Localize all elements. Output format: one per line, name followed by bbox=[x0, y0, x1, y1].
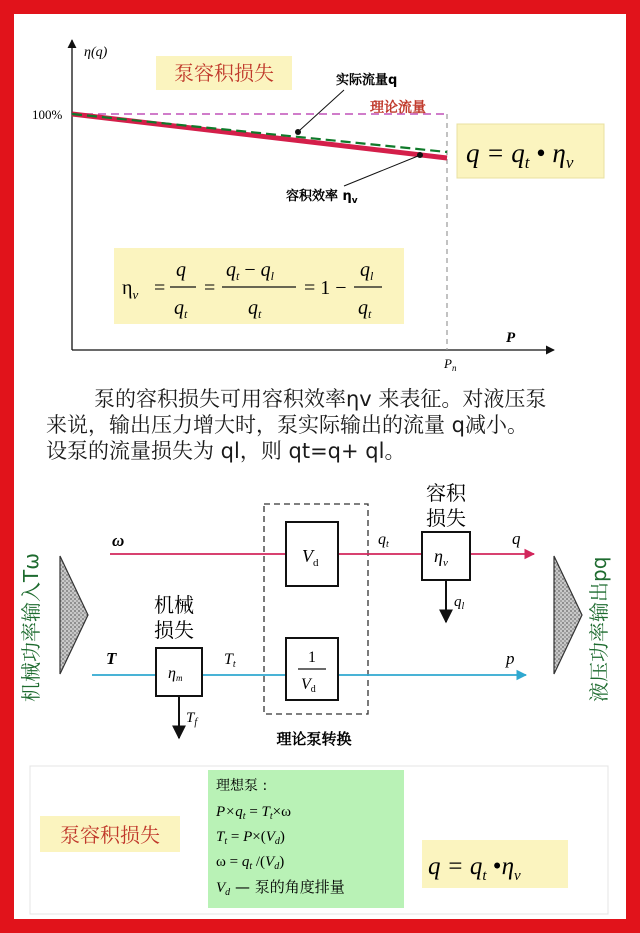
theoretical-pump-caption: 理论泵转换 bbox=[276, 730, 352, 748]
volumetric-eff-leader bbox=[344, 156, 418, 186]
svg-text:qt − ql: $q_t - q_l$ bbox=[226, 259, 274, 283]
volumetric-loss-label-1: 容积 bbox=[426, 481, 466, 505]
actual-flow-line bbox=[72, 114, 447, 158]
inverse-box-numerator: 1 bbox=[308, 649, 316, 666]
ideal-pump-heading: 理想泵 : bbox=[216, 778, 268, 794]
bottom-title: 泵容积损失 bbox=[60, 823, 160, 847]
q-output-label: q bbox=[512, 529, 521, 548]
t-input-label: T bbox=[106, 649, 117, 668]
y-tick-100: 100% bbox=[32, 107, 63, 122]
volumetric-eff-point bbox=[417, 152, 423, 158]
x-axis-label: P bbox=[506, 330, 516, 346]
mechanical-loss-label-2: 损失 bbox=[154, 618, 194, 642]
flow-formula: $q = q_t$ • $\eta_v$ bbox=[466, 138, 574, 172]
explanation-paragraph bbox=[46, 386, 626, 464]
tf-label: $T_f$ bbox=[186, 710, 198, 728]
qt-label: qt bbox=[378, 531, 389, 550]
y-axis-label: η(q) bbox=[84, 45, 108, 60]
svg-text:qt: $q_t$ bbox=[174, 297, 188, 321]
volumetric-eff-label: 容积效率 $\eta_v$ bbox=[286, 189, 358, 206]
svg-text:=: = bbox=[204, 277, 216, 299]
efficiency-chart bbox=[32, 40, 604, 373]
ideal-pump-eq4: $V_d$ — 泵的角度排量 bbox=[216, 878, 345, 898]
actual-flow-leader bbox=[300, 90, 344, 130]
paragraph-line-3: 设泵的流量损失为 ql，则 qt=q+ ql。 bbox=[46, 439, 406, 463]
volumetric-efficiency-box bbox=[422, 532, 470, 580]
ideal-pump-eq3: $\omega = q_t$ $/(V_d)$ bbox=[216, 854, 285, 872]
bottom-panel bbox=[30, 766, 608, 914]
page bbox=[14, 14, 626, 919]
tt-label: Tt bbox=[224, 651, 236, 670]
figure-canvas bbox=[14, 14, 626, 919]
paragraph-line-2: 来说，输出压力增大时，泵实际输出的流量 q减小。 bbox=[46, 413, 529, 437]
bottom-formula: $q = q_t$ $•\eta_v$ bbox=[428, 853, 521, 884]
p-output-label: p bbox=[506, 649, 515, 668]
inverse-box-denominator: Vd bbox=[301, 676, 316, 695]
omega-label: ω bbox=[112, 531, 125, 550]
volumetric-efficiency-box-label: $\eta_v$ bbox=[434, 546, 448, 569]
ideal-pump-eq2: $T_t = P\times(V_d)$ bbox=[216, 829, 285, 847]
mechanical-efficiency-box-label: ηm bbox=[168, 665, 183, 683]
svg-text:= 1 −: = 1 − bbox=[304, 277, 347, 299]
mechanical-loss-label-1: 机械 bbox=[154, 593, 194, 617]
svg-text:q: q bbox=[176, 259, 186, 281]
displacement-box-label: $V_d$ bbox=[302, 546, 319, 569]
ql-label: $q_l$ bbox=[454, 594, 465, 612]
output-power-label: 液压功率输出pq bbox=[587, 556, 611, 702]
theoretical-flow-label: 理论流量 bbox=[370, 100, 426, 116]
svg-text:=: = bbox=[154, 277, 166, 299]
actual-flow-label: 实际流量q bbox=[336, 73, 398, 88]
svg-text:qt: $q_t$ bbox=[248, 297, 262, 321]
actual-flow-point bbox=[295, 129, 301, 135]
ideal-pump-eq1: $P\times q_t = T_t\times\omega$ bbox=[216, 804, 292, 822]
power-flow-diagram bbox=[19, 481, 611, 748]
svg-text:qt: $q_t$ bbox=[358, 297, 372, 321]
svg-text:ηv: $\eta_v$ bbox=[122, 277, 139, 302]
input-power-label: 机械功率输入Tω bbox=[19, 553, 43, 702]
mechanical-efficiency-box bbox=[156, 648, 202, 696]
x-tick-pn: $P_n$ bbox=[444, 356, 457, 373]
input-triangle bbox=[60, 556, 88, 674]
output-triangle bbox=[554, 556, 582, 674]
volumetric-loss-label-2: 损失 bbox=[426, 506, 466, 530]
paragraph-line-1: 泵的容积损失可用容积效率ηv 来表征。对液压泵 bbox=[94, 387, 547, 411]
svg-text:ql: $q_l$ bbox=[360, 259, 374, 283]
chart-title: 泵容积损失 bbox=[174, 61, 274, 85]
